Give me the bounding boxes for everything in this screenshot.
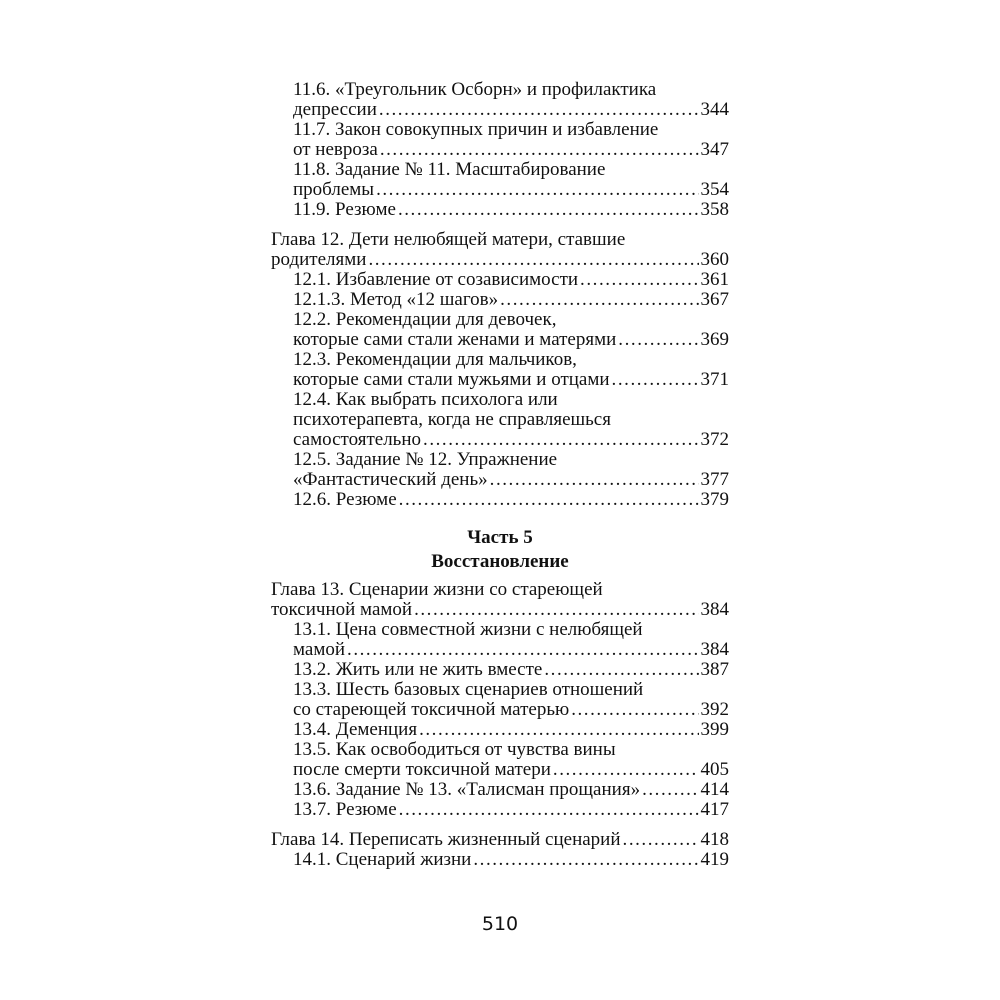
- toc-entry-text: 13.6. Задание № 13. «Талисман прощания»: [293, 779, 641, 800]
- toc-entry-lastline: [293, 270, 729, 290]
- leader-dots: [490, 470, 699, 490]
- toc-page-number: 369: [700, 329, 729, 350]
- toc-entry-text: которые сами стали мужьями и отцами: [293, 369, 610, 390]
- toc-entry-text: родителями: [271, 249, 367, 270]
- table-of-contents: [271, 80, 729, 870]
- toc-entry: [271, 450, 729, 490]
- toc-entry: [271, 660, 729, 680]
- leader-dots: [380, 140, 699, 160]
- toc-page-number: 392: [700, 699, 729, 720]
- toc-entry-lastline: [293, 140, 729, 160]
- leader-dots: [399, 490, 699, 510]
- toc-entry-lastline: [293, 470, 729, 490]
- toc-entry-text: 13.2. Жить или не жить вместе: [293, 659, 543, 680]
- toc-entry-lastline: [271, 250, 729, 270]
- toc-entry: [271, 270, 729, 290]
- toc-entry-line: 13.3. Шесть базовых сценариев отношений: [293, 680, 644, 700]
- leader-dots: [612, 370, 699, 390]
- toc-entry-lastline: [293, 780, 729, 800]
- toc-page-number: 379: [700, 489, 729, 510]
- page-number: 510: [481, 913, 519, 935]
- toc-entry-text: «Фантастический день»: [293, 469, 488, 490]
- leader-dots: [618, 330, 698, 350]
- toc-page-number: 347: [700, 139, 729, 160]
- leader-dots: [571, 700, 698, 720]
- toc-entry: [271, 850, 729, 870]
- toc-entry-text: от невроза: [293, 139, 378, 160]
- leader-dots: [398, 200, 699, 220]
- leader-dots: [500, 290, 698, 310]
- toc-entry-text: Глава 14. Переписать жизненный сценарий: [271, 829, 621, 850]
- toc-entry: [271, 720, 729, 740]
- toc-page-number: 372: [700, 429, 729, 450]
- toc-entry-lastline: [293, 330, 729, 350]
- leader-dots: [347, 640, 698, 660]
- toc-page-number: 377: [700, 469, 729, 490]
- toc-page-number: 360: [700, 249, 729, 270]
- toc-page-number: 405: [700, 759, 729, 780]
- toc-entry-line: 12.2. Рекомендации для девочек,: [293, 310, 557, 330]
- toc-entry-text: со стареющей токсичной матерью: [293, 699, 570, 720]
- leader-dots: [368, 250, 698, 270]
- toc-entry-text: 12.6. Резюме: [293, 489, 397, 510]
- toc-entry-lastline: [293, 180, 729, 200]
- toc-entry-lastline: [293, 660, 729, 680]
- toc-chapter-12: [271, 230, 729, 270]
- leader-dots: [399, 800, 699, 820]
- toc-entry: [271, 390, 729, 450]
- toc-entry-text: самостоятельно: [293, 429, 422, 450]
- toc-page-number: 399: [700, 719, 729, 740]
- leader-dots: [544, 660, 698, 680]
- leader-dots: [642, 780, 698, 800]
- toc-page-number: 358: [700, 199, 729, 220]
- toc-entry-text: 12.1.3. Метод «12 шагов»: [293, 289, 499, 310]
- toc-entry-lastline: [293, 370, 729, 390]
- leader-dots: [414, 600, 698, 620]
- toc-page-number: 417: [700, 799, 729, 820]
- toc-entry-line: 12.4. Как выбрать психолога или: [293, 390, 558, 410]
- toc-entry-line: психотерапевта, когда не справляешься: [293, 410, 611, 430]
- toc-entry-lastline: [293, 430, 729, 450]
- toc-page-number: 367: [700, 289, 729, 310]
- toc-entry-lastline: [293, 290, 729, 310]
- toc-entry-text: после смерти токсичной матери: [293, 759, 551, 780]
- toc-entry: [271, 680, 729, 720]
- toc-page-number: 387: [700, 659, 729, 680]
- toc-page-number: 384: [700, 599, 729, 620]
- toc-entry-text: депрессии: [293, 99, 377, 120]
- toc-entry-lastline: [293, 200, 729, 220]
- toc-page-number: 414: [700, 779, 729, 800]
- part-title: Восстановление: [431, 551, 569, 572]
- toc-entry: [271, 740, 729, 780]
- toc-entry-text: которые сами стали женами и матерями: [293, 329, 617, 350]
- toc-entry-lastline: [293, 850, 729, 870]
- toc-entry-text: 13.7. Резюме: [293, 799, 397, 820]
- toc-entry-lastline: [293, 490, 729, 510]
- toc-entry-line: 12.3. Рекомендации для мальчиков,: [293, 350, 577, 370]
- toc-entry: [271, 160, 729, 200]
- toc-page-number: 419: [700, 849, 729, 870]
- toc-entry-lastline: [293, 720, 729, 740]
- toc-entry-line: 12.5. Задание № 12. Упражнение: [293, 450, 558, 470]
- toc-entry-lastline: [293, 100, 729, 120]
- toc-entry: [271, 350, 729, 390]
- toc-chapter-14: [271, 830, 729, 850]
- part-number: Часть 5: [467, 527, 533, 548]
- toc-group-11: [271, 80, 729, 220]
- toc-group-13: [271, 620, 729, 820]
- toc-page-number: 371: [700, 369, 729, 390]
- toc-group-12: [271, 270, 729, 510]
- part-heading-block: [271, 526, 729, 574]
- leader-dots: [419, 720, 698, 740]
- toc-group-14: [271, 850, 729, 870]
- toc-entry: [271, 620, 729, 660]
- toc-page-number: 354: [700, 179, 729, 200]
- toc-entry-text: мамой: [293, 639, 346, 660]
- toc-entry-text: токсичной мамой: [271, 599, 413, 620]
- toc-entry-lastline: [293, 760, 729, 780]
- toc-entry: [271, 120, 729, 160]
- toc-entry-line: 13.1. Цена совместной жизни с нелюбящей: [293, 620, 643, 640]
- toc-entry-text: проблемы: [293, 179, 375, 200]
- toc-entry-line: 11.6. «Треугольник Осборн» и профилактика: [293, 80, 657, 100]
- toc-entry-text: 11.9. Резюме: [293, 199, 396, 220]
- toc-entry-line: 13.5. Как освободиться от чувства вины: [293, 740, 616, 760]
- leader-dots: [553, 760, 699, 780]
- leader-dots: [580, 270, 698, 290]
- toc-entry-lastline: [293, 640, 729, 660]
- toc-entry-line: Глава 12. Дети нелюбящей матери, ставшие: [271, 230, 626, 250]
- toc-entry: [271, 490, 729, 510]
- toc-entry: [271, 310, 729, 350]
- toc-entry-text: 14.1. Сценарий жизни: [293, 849, 472, 870]
- toc-page-number: 361: [700, 269, 729, 290]
- toc-entry-lastline: [271, 830, 729, 850]
- leader-dots: [473, 850, 698, 870]
- leader-dots: [423, 430, 698, 450]
- toc-entry-line: Глава 13. Сценарии жизни со стареющей: [271, 580, 603, 600]
- toc-entry-lastline: [271, 600, 729, 620]
- leader-dots: [376, 180, 698, 200]
- toc-entry-line: 11.8. Задание № 11. Масштабирование: [293, 160, 606, 180]
- toc-page-number: 384: [700, 639, 729, 660]
- toc-entry-text: 12.1. Избавление от созависимости: [293, 269, 579, 290]
- toc-entry: [271, 290, 729, 310]
- toc-page-number: 418: [700, 829, 729, 850]
- toc-entry: [271, 80, 729, 120]
- toc-entry: [271, 780, 729, 800]
- leader-dots: [379, 100, 699, 120]
- toc-entry-lastline: [293, 700, 729, 720]
- toc-entry: [271, 200, 729, 220]
- leader-dots: [623, 830, 699, 850]
- toc-entry: [271, 800, 729, 820]
- toc-entry-text: 13.4. Деменция: [293, 719, 418, 740]
- toc-chapter-13: [271, 580, 729, 620]
- toc-entry-line: 11.7. Закон совокупных причин и избавление: [293, 120, 659, 140]
- toc-entry-lastline: [293, 800, 729, 820]
- toc-page-number: 344: [700, 99, 729, 120]
